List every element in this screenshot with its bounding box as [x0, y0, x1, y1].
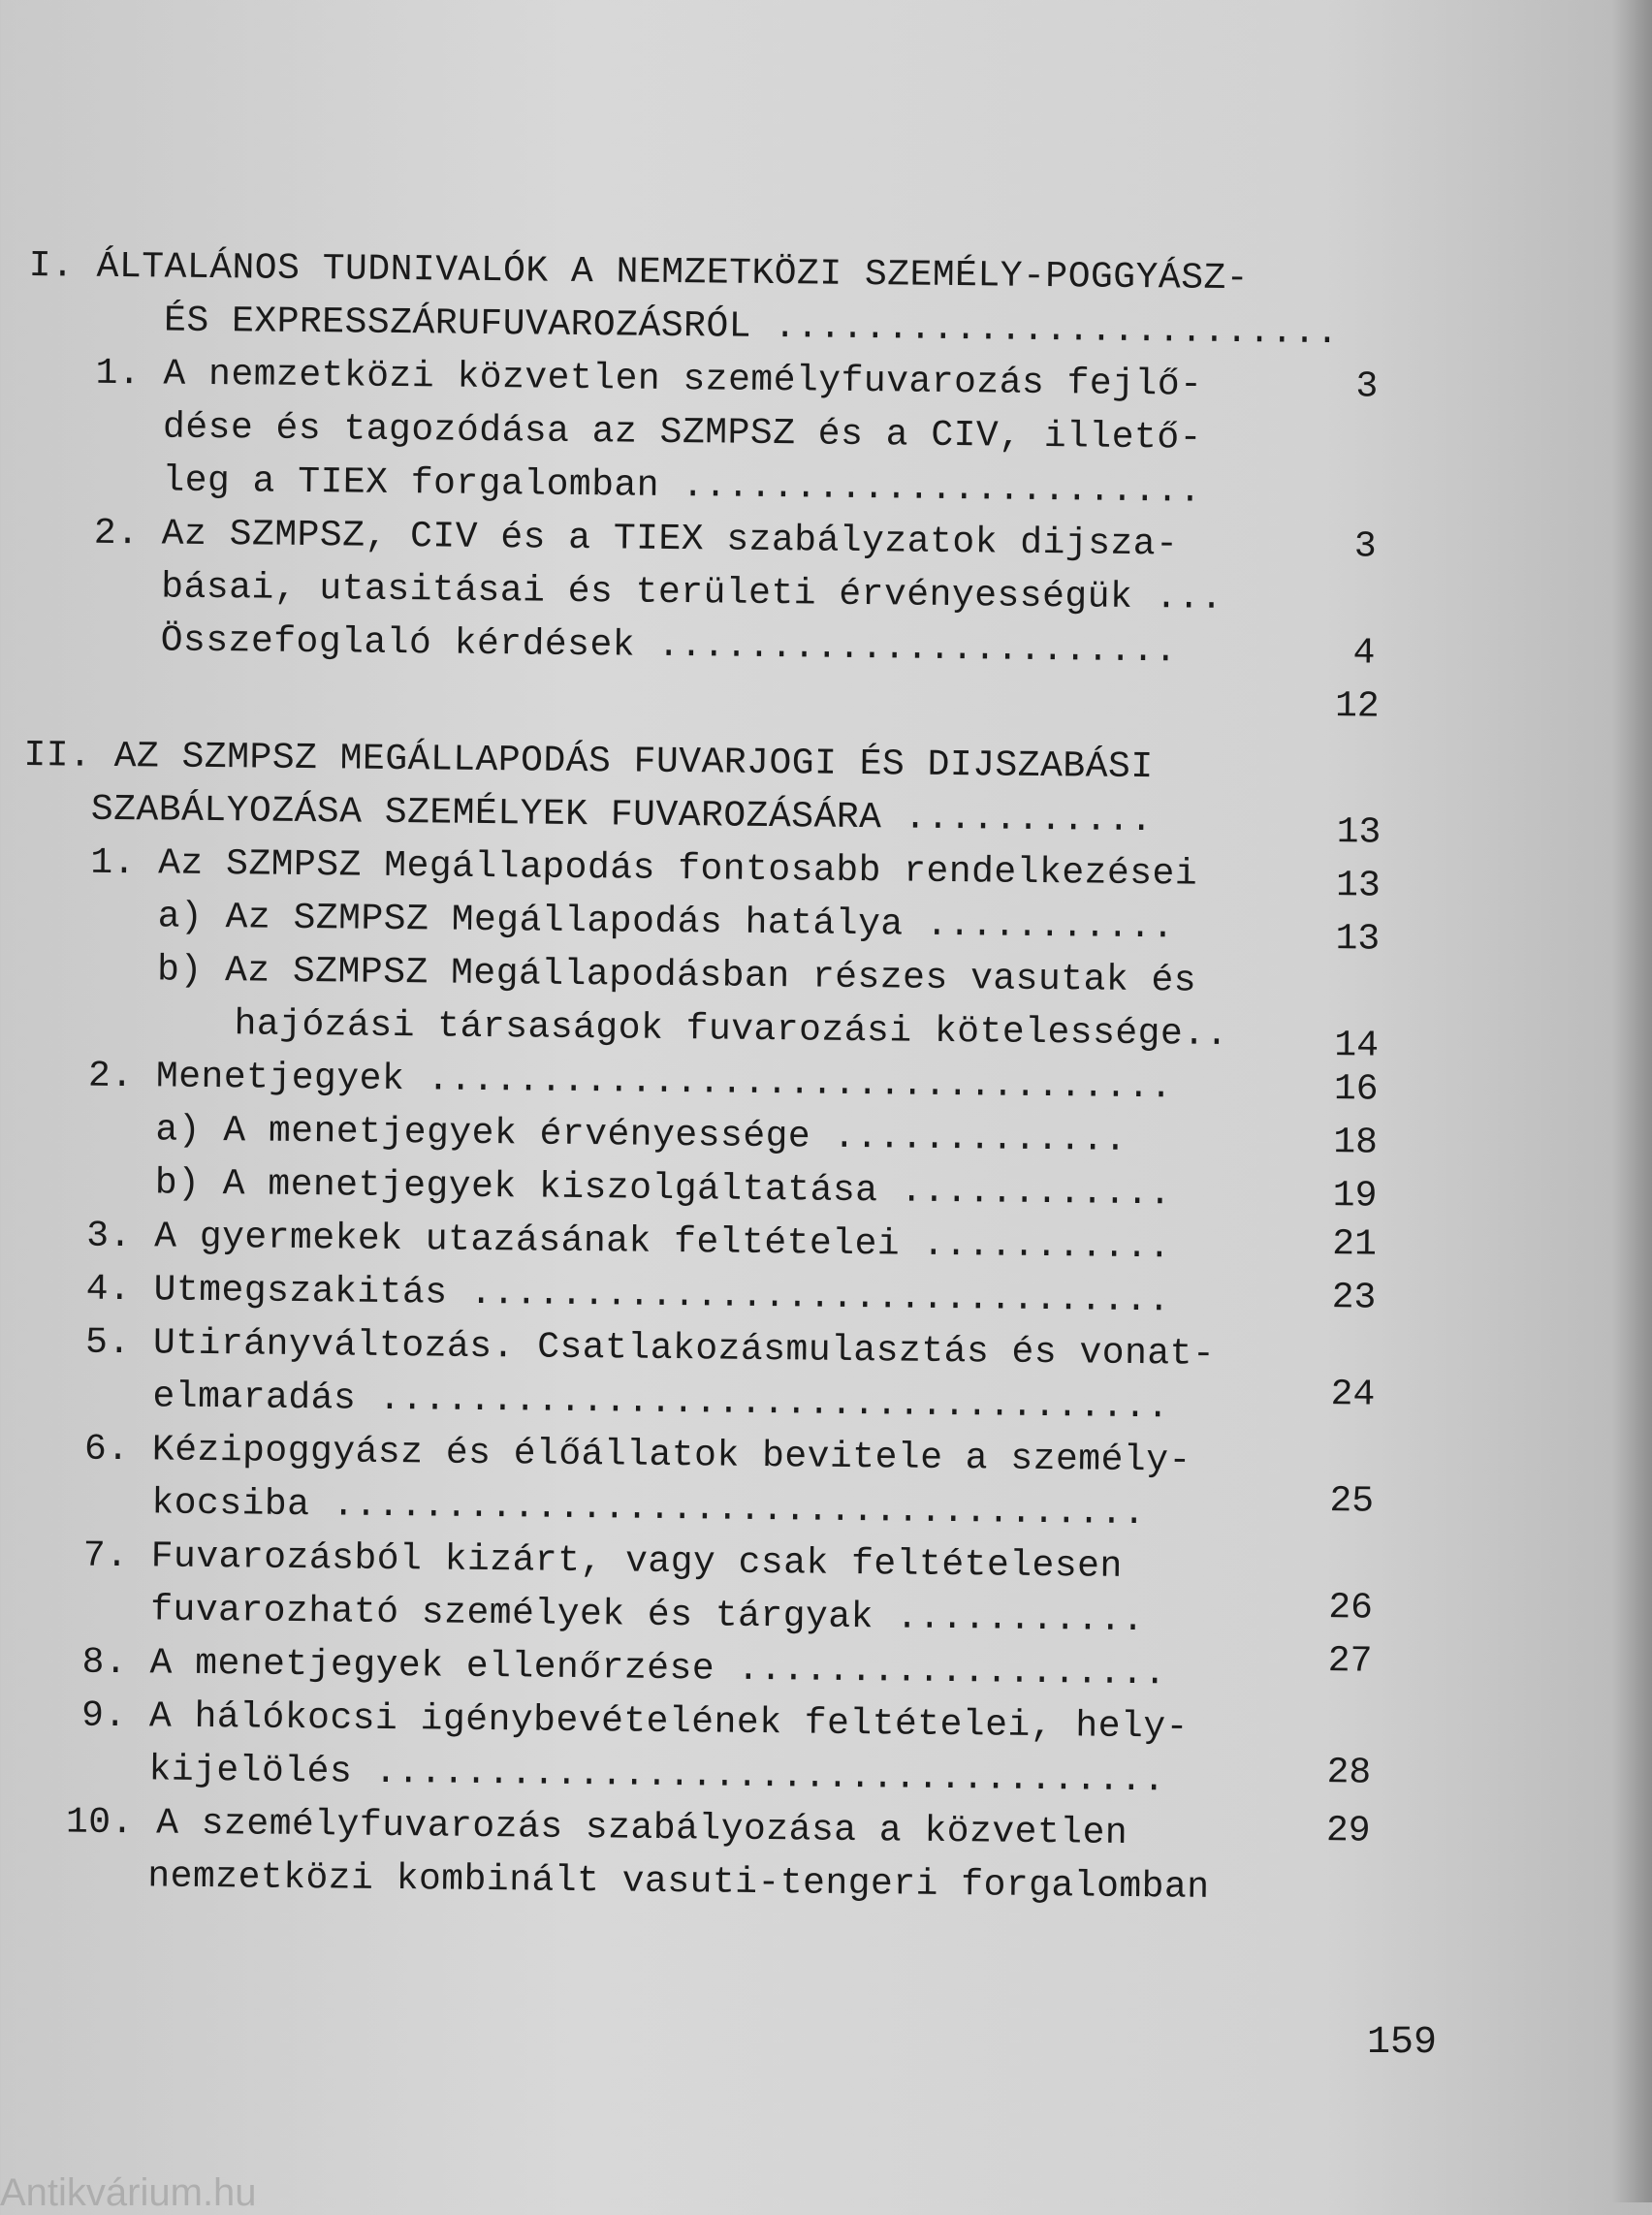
- toc-entry: [81, 1693, 1189, 1753]
- toc-page-number: 13: [1335, 918, 1381, 961]
- toc-entry-text: Fuvarozásból kizárt, vagy csak feltételesen: [150, 1535, 1123, 1588]
- toc-entry: [160, 617, 1177, 676]
- toc-entry: [23, 732, 1154, 792]
- toc-entry: [28, 242, 1249, 303]
- toc-entry-number: I.: [28, 244, 75, 288]
- toc-entry: [234, 1000, 1228, 1060]
- toc-entry-text: Az SZMPSZ Megállapodás fontosabb rendelkezései: [157, 842, 1198, 896]
- toc-page-number: 26: [1328, 1587, 1374, 1630]
- table-of-contents: [23, 242, 1454, 1909]
- toc-entry-text: hajózási társaságok fuvarozási kötelessége..: [234, 1003, 1229, 1056]
- toc-entry: [95, 350, 1202, 410]
- toc-entry-text: Utirányváltozás. Csatlakozásmulasztás és vonat-: [152, 1322, 1216, 1376]
- watermark: Antikvárium.hu: [0, 2171, 257, 2214]
- toc-entry-number: 5.: [84, 1321, 131, 1365]
- toc-entry: [83, 1533, 1123, 1592]
- toc-entry: [161, 563, 1223, 622]
- toc-entry-number: b): [154, 1162, 201, 1205]
- toc-entry-number: 7.: [82, 1535, 129, 1578]
- toc-entry-text: Összefoglaló kérdések .......................: [160, 619, 1178, 673]
- toc-page-number: 25: [1329, 1480, 1375, 1523]
- toc-entry-text: Az SZMPSZ Megállapodás hatálya ...........: [225, 897, 1175, 949]
- toc-entry-text: AZ SZMPSZ MEGÁLLAPODÁS FUVARJOGI ÉS DIJSZABÁSI: [113, 735, 1154, 789]
- toc-page-number: 3: [1355, 365, 1379, 408]
- toc-entry: [88, 1053, 1173, 1113]
- toc-entry: [155, 1106, 1128, 1164]
- toc-entry-text: A hálókocsi igénybevételének feltételei, hely-: [148, 1695, 1190, 1749]
- toc-entry-number: II.: [23, 734, 92, 777]
- toc-page-number: 29: [1325, 1810, 1371, 1852]
- toc-page-number: 13: [1336, 811, 1382, 854]
- toc-entry-text: ÁLTALÁNOS TUDNIVALÓK A NEMZETKÖZI SZEMÉLY-POGGYÁSZ-: [96, 245, 1250, 301]
- toc-entry-number: a): [157, 896, 204, 938]
- toc-entry-text: nemzetközi kombinált vasuti-tengeri forgalomban: [147, 1855, 1210, 1909]
- toc-entry-text: A menetjegyek kiszolgáltatása ............: [222, 1163, 1172, 1216]
- toc-entry-number: 6.: [83, 1428, 130, 1471]
- toc-entry-number: 2.: [93, 512, 140, 555]
- toc-entry-number: 1.: [90, 841, 137, 885]
- toc-page-number: 4: [1352, 632, 1376, 675]
- toc-entry-text: A gyermekek utazásának feltételei ...........: [153, 1216, 1172, 1269]
- toc-page-number: 28: [1326, 1752, 1372, 1794]
- toc-entry: [150, 1586, 1145, 1645]
- toc-entry: [157, 893, 1174, 952]
- toc-entry: [148, 1746, 1165, 1805]
- page-edge: [1611, 0, 1652, 2202]
- toc-page-number: 14: [1334, 1025, 1380, 1067]
- toc-entry-text: Utmegszakitás ...............................: [153, 1269, 1171, 1322]
- toc-entry: [81, 1639, 1166, 1699]
- toc-entry-text: leg a TIEX forgalomban .......................: [162, 459, 1202, 513]
- toc-entry-text: Az SZMPSZ, CIV és a TIEX szabályzatok dijsza-: [161, 513, 1179, 566]
- toc-entry-number: 2.: [87, 1055, 134, 1098]
- toc-entry: [85, 1319, 1216, 1379]
- toc-page-number: 3: [1353, 525, 1377, 568]
- toc-entry-text: básai, utasitásai és területi érvényességük ...: [161, 566, 1223, 619]
- toc-entry: [91, 786, 1154, 845]
- toc-entry: [151, 1479, 1146, 1538]
- toc-entry-text: dése és tagozódása az SZMPSZ és a CIV, illető-: [162, 406, 1203, 459]
- toc-entry-text: Kézipoggyász és élőállatok bevitele a személy-: [151, 1429, 1192, 1482]
- toc-entry-text: fuvarozható személyek és tárgyak ...........: [150, 1589, 1145, 1642]
- toc-entry: [162, 457, 1201, 516]
- toc-entry-number: 10.: [65, 1801, 135, 1845]
- toc-entry-number: 3.: [86, 1215, 133, 1258]
- toc-page-number: 23: [1331, 1277, 1377, 1319]
- toc-page-number: 13: [1335, 865, 1381, 907]
- toc-entry-number: 9.: [80, 1694, 127, 1738]
- toc-entry-number: b): [156, 949, 203, 992]
- toc-entry-text: Menetjegyek .................................: [155, 1056, 1173, 1109]
- toc-entry-number: a): [155, 1109, 202, 1152]
- toc-entry-text: ÉS EXPRESSZÁRUFUVAROZÁSRÓL .........................: [163, 300, 1340, 355]
- toc-entry: [157, 946, 1196, 1005]
- toc-entry-text: A nemzetközi közvetlen személyfuvarozás fejlő-: [163, 353, 1203, 406]
- toc-entry-number: 8.: [81, 1641, 128, 1685]
- toc-page-number: 24: [1330, 1374, 1376, 1416]
- toc-entry: [94, 510, 1179, 570]
- toc-entry: [155, 1159, 1172, 1218]
- toc-entry-number: 4.: [85, 1268, 132, 1312]
- toc-page-number: 12: [1334, 685, 1380, 728]
- toc-page-number: 27: [1327, 1640, 1373, 1683]
- toc-page-number: 16: [1333, 1068, 1379, 1111]
- toc-entry: [90, 839, 1197, 900]
- toc-entry: [85, 1266, 1170, 1326]
- toc-entry: [147, 1852, 1210, 1912]
- toc-entry: [84, 1426, 1191, 1486]
- toc-entry: [163, 403, 1202, 462]
- toc-entry-text: elmaradás ...................................: [152, 1376, 1170, 1429]
- toc-entry: [86, 1213, 1171, 1273]
- toc-page-number: 19: [1332, 1175, 1378, 1218]
- toc-entry-text: kocsiba ....................................: [151, 1482, 1146, 1535]
- toc-entry: [164, 297, 1339, 358]
- toc-page-number: 21: [1332, 1223, 1378, 1266]
- page-number: 159: [1367, 2021, 1438, 2065]
- toc-entry-text: A menetjegyek érvényessége .............: [223, 1110, 1128, 1161]
- toc-entry-text: SZABÁLYOZÁSA SZEMÉLYEK FUVAROZÁSÁRA ...........: [90, 788, 1154, 842]
- toc-entry-text: A személyfuvarozás szabályozása a közvetlen: [155, 1802, 1128, 1854]
- toc-entry-text: kijelölés ...................................: [148, 1749, 1166, 1802]
- toc-entry: [152, 1373, 1169, 1432]
- toc-entry-text: A menetjegyek ellenőrzése ...................: [149, 1642, 1167, 1695]
- toc-entry-number: 1.: [95, 352, 142, 396]
- toc-page-number: 18: [1333, 1122, 1379, 1164]
- toc-entry: [66, 1798, 1128, 1857]
- toc-entry-text: Az SZMPSZ Megállapodásban részes vasutak és: [224, 950, 1197, 1002]
